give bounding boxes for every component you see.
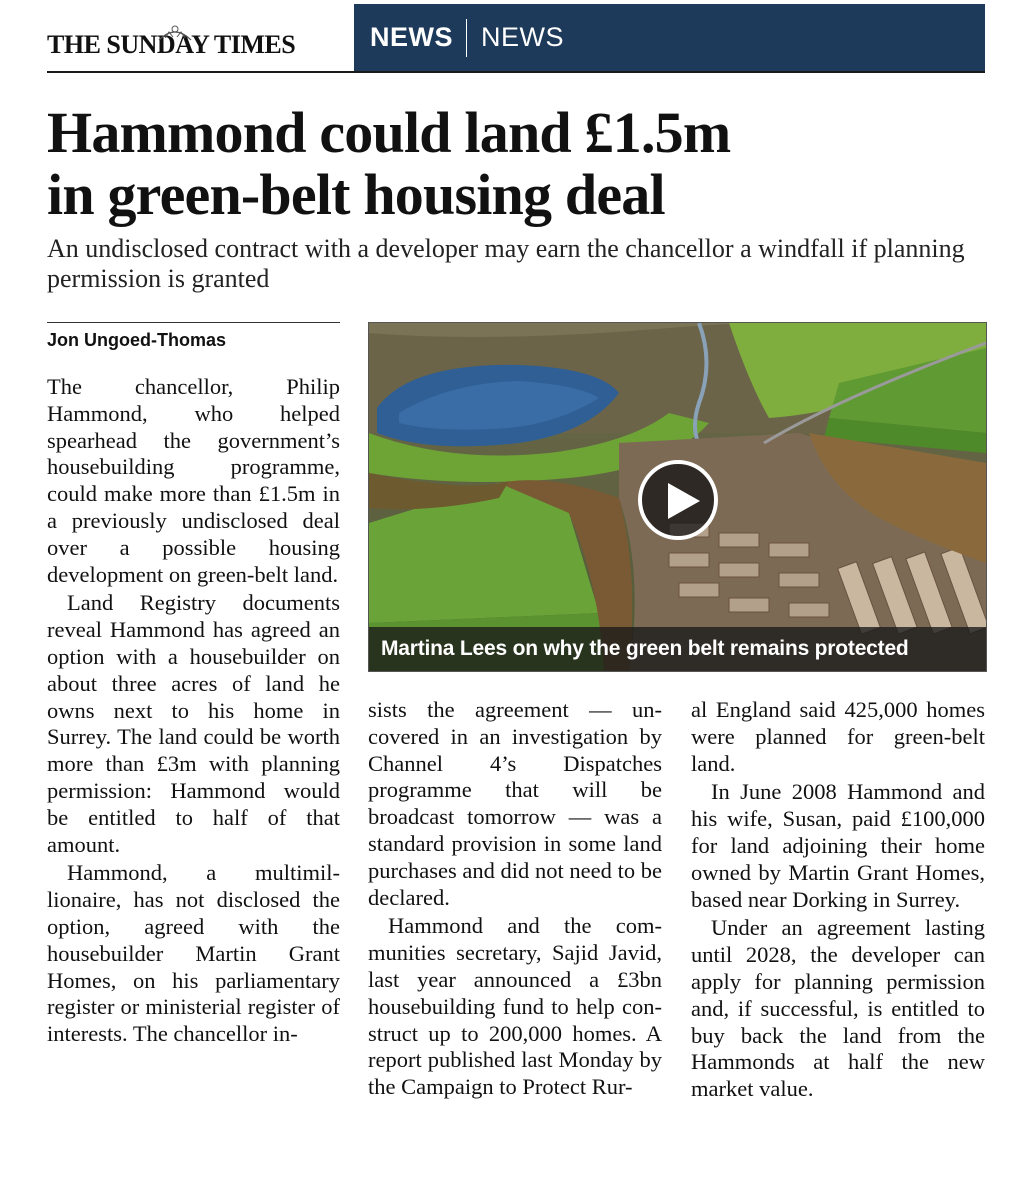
- crest-icon: [155, 22, 195, 42]
- play-icon: [666, 482, 702, 520]
- paragraph: Land Registry documents reveal Hammond has agreed an option with a housebuilder on about three acres of land he owns next to his home in Surrey. The land could be worth more than £3m with planning permission: Hammond would be entitled to half of that amount.: [47, 590, 340, 857]
- video-caption: Martina Lees on why the green belt remains protected: [369, 627, 986, 671]
- video-player[interactable]: [368, 322, 987, 672]
- paragraph: Hammond, a multimillionaire, has not disclosed the option, agreed with the housebuilder Martin Grant Homes, on his parliamentary register or ministerial register of interests. The chancellor in-: [47, 860, 340, 1047]
- masthead: [47, 4, 985, 73]
- paragraph: The chancellor, Philip Hammond, who helped spearhead the government’s housebuilding programme, could make more than £1.5m in a previously undisclosed deal over a possible housing development on green-belt land.: [47, 374, 340, 587]
- standfirst: An undisclosed contract with a developer may earn the chancellor a windfall if planning permission is granted: [47, 234, 965, 293]
- headline: [47, 102, 987, 226]
- paragraph: In June 2008 Hammond and his wife, Susan, paid £100,000 for land adjoining their home owned by Martin Grant Homes, based near Dorking in Surrey.: [691, 779, 985, 912]
- logo-text: THE SUNDAY TIMES: [47, 30, 296, 59]
- paragraph: al England said 425,000 homes were planned for green-belt land.: [691, 697, 985, 776]
- byline-rule: [47, 322, 340, 323]
- section-label[interactable]: NEWS: [370, 22, 453, 52]
- paragraph: sists the agreement — uncovered in an investigation by Channel 4’s Dispatches programme that will be broadcast tomorrow — was a standard provision in some land purchases and did not need to be declared.: [368, 697, 662, 910]
- section-bar: [354, 4, 985, 71]
- newspaper-logo[interactable]: [47, 22, 347, 70]
- article-column-1: [47, 374, 340, 1048]
- article-column-2: [368, 697, 662, 1101]
- paragraph: Hammond and the communities secretary, Sajid Javid, last year announced a £3bn housebuilding fund to help construct up to 200,000 homes. A report published last Monday by the Campaign to Protect Rur-: [368, 913, 662, 1100]
- article-column-3: [691, 697, 985, 1103]
- section-divider: [466, 19, 467, 57]
- headline-line-2: in green-belt housing deal: [47, 162, 665, 227]
- paragraph: Under an agreement lasting until 2028, the developer can apply for planning permission and, if successful, is entitled to buy back the land from the Hammonds at half the new market value.: [691, 915, 985, 1102]
- play-button[interactable]: [638, 460, 718, 540]
- headline-line-1: Hammond could land £1.5m: [47, 100, 731, 165]
- subsection-label[interactable]: NEWS: [481, 22, 564, 52]
- byline[interactable]: Jon Ungoed-Thomas: [47, 330, 226, 350]
